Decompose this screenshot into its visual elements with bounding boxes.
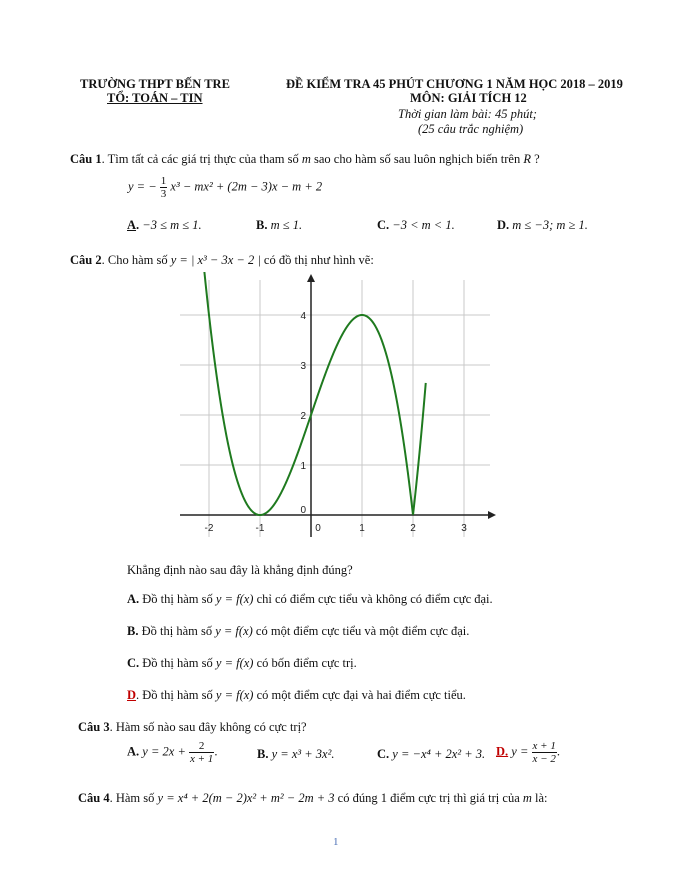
question-label: Câu 3 bbox=[78, 720, 110, 734]
q2-option-a[interactable] bbox=[127, 592, 493, 607]
option-letter: A. bbox=[127, 744, 140, 759]
exam-time: Thời gian làm bài: 45 phút; bbox=[398, 107, 537, 121]
page-number: 1 bbox=[333, 836, 339, 848]
frac-num: 2 bbox=[189, 740, 214, 753]
origin-label: 0 bbox=[300, 505, 306, 516]
x-tick-label: -2 bbox=[204, 523, 214, 534]
y-axis-arrow bbox=[307, 274, 315, 282]
graph-curve bbox=[204, 272, 426, 515]
option-func: y = f(x) bbox=[215, 688, 254, 702]
q1-option-d[interactable] bbox=[497, 218, 588, 233]
option-text: Đồ thị hàm số bbox=[141, 624, 213, 638]
question-text-2: sao cho hàm số sau luôn nghịch biến trên bbox=[314, 152, 521, 166]
set-r: R bbox=[523, 152, 531, 166]
q1-option-c[interactable] bbox=[377, 218, 455, 233]
question-text-3: là: bbox=[535, 791, 548, 805]
option-text: y = x³ + 3x². bbox=[271, 747, 335, 761]
frac-den: x − 2 bbox=[532, 753, 556, 765]
function: y = x⁴ + 2(m − 2)x² + m² − 2m + 3 bbox=[157, 791, 335, 805]
option-text-2: có một điểm cực đại và hai điểm cực tiểu. bbox=[256, 688, 466, 702]
question-3 bbox=[78, 720, 307, 735]
option-func: y = f(x) bbox=[215, 656, 254, 670]
school-name: TRƯỜNG THPT BẾN TRE bbox=[80, 77, 230, 91]
option-text-2: có một điểm cực tiểu và một điểm cực đại. bbox=[255, 624, 470, 638]
eq-left: y = − bbox=[128, 179, 157, 194]
question-text: . Cho hàm số bbox=[101, 253, 168, 267]
eq-right: x³ − mx² + (2m − 3)x − m + 2 bbox=[170, 179, 323, 194]
option-text: . Đồ thị hàm số bbox=[136, 688, 213, 702]
x-tick-label: 1 bbox=[359, 523, 365, 534]
q2-prompt: Khẳng định nào sau đây là khẳng định đúng? bbox=[127, 563, 353, 577]
question-label: Câu 2 bbox=[70, 253, 102, 267]
subject: MÔN: GIẢI TÍCH 12 bbox=[410, 91, 527, 105]
option-text: Đồ thị hàm số bbox=[142, 592, 213, 606]
option-text-2: chỉ có điểm cực tiểu và không có điểm cực đại. bbox=[256, 592, 493, 606]
question-1 bbox=[70, 152, 540, 167]
option-text: m ≤ 1. bbox=[270, 218, 303, 232]
option-letter: C. bbox=[127, 656, 140, 670]
question-count: (25 câu trắc nghiệm) bbox=[418, 122, 524, 136]
y-tick-label: 3 bbox=[300, 361, 306, 372]
option-letter: D. bbox=[497, 218, 510, 232]
option-text: −3 < m < 1. bbox=[392, 218, 455, 232]
x-tick-label: 0 bbox=[315, 523, 321, 534]
x-axis-arrow bbox=[488, 511, 496, 519]
question-text-2: có đồ thị như hình vẽ: bbox=[263, 253, 374, 267]
frac-den: 3 bbox=[160, 188, 167, 200]
fraction bbox=[160, 175, 168, 200]
param-m: m bbox=[301, 152, 311, 166]
question-label: Câu 4 bbox=[78, 791, 110, 805]
option-letter: D bbox=[127, 688, 137, 702]
question-2 bbox=[70, 253, 374, 268]
x-tick-label: 3 bbox=[461, 523, 467, 534]
department: TỔ: TOÁN – TIN bbox=[107, 91, 203, 105]
q2-option-b[interactable] bbox=[127, 624, 469, 639]
q2-option-d[interactable] bbox=[127, 688, 466, 703]
graph-grid bbox=[180, 274, 496, 537]
option-letter: C. bbox=[377, 747, 390, 761]
option-letter: B. bbox=[257, 747, 269, 761]
question-text: . Tìm tất cả các giá trị thực của tham số bbox=[101, 152, 299, 166]
fraction bbox=[532, 740, 557, 765]
fraction bbox=[189, 740, 214, 765]
option-text: −3 ≤ m ≤ 1. bbox=[142, 218, 202, 232]
q1-option-a[interactable]: A. −3 ≤ m ≤ 1. bbox=[127, 218, 202, 232]
question-4 bbox=[78, 791, 548, 806]
option-text-2: có bốn điểm cực trị. bbox=[256, 656, 357, 670]
question-text-2: có đúng 1 điểm cực trị thì giá trị của bbox=[337, 791, 520, 805]
q1-equation bbox=[128, 175, 322, 200]
question-text: . Hàm số bbox=[109, 791, 155, 805]
option-func: y = f(x) bbox=[215, 624, 253, 638]
option-text: y = bbox=[511, 744, 529, 759]
q1-option-b[interactable] bbox=[256, 218, 302, 233]
option-letter: B. bbox=[127, 624, 139, 638]
option-letter: C. bbox=[377, 218, 390, 232]
frac-num: 1 bbox=[160, 175, 167, 187]
y-tick-label: 4 bbox=[300, 311, 306, 322]
param-m: m bbox=[522, 791, 532, 805]
question-mark: ? bbox=[534, 152, 540, 166]
q3-option-d[interactable] bbox=[496, 740, 560, 765]
option-letter: D. bbox=[496, 744, 509, 759]
option-letter: A bbox=[127, 218, 137, 232]
exam-title: ĐỀ KIỂM TRA 45 PHÚT CHƯƠNG 1 NĂM HỌC 2018 – 2019 bbox=[286, 77, 623, 91]
q2-option-c[interactable] bbox=[127, 656, 357, 671]
q3-option-c[interactable] bbox=[377, 747, 485, 762]
question-label: Câu 1 bbox=[70, 152, 102, 166]
option-letter: A. bbox=[127, 592, 140, 606]
option-text-2: . bbox=[214, 744, 218, 759]
question-text: . Hàm số nào sau đây không có cực trị? bbox=[109, 720, 307, 734]
q3-option-b[interactable] bbox=[257, 747, 334, 762]
x-tick-label: 2 bbox=[410, 523, 416, 534]
option-text: y = −x⁴ + 2x² + 3. bbox=[392, 747, 486, 761]
frac-num: x + 1 bbox=[532, 740, 556, 752]
option-func: y = f(x) bbox=[215, 592, 254, 606]
q3-option-a[interactable] bbox=[127, 740, 217, 765]
option-text: m ≤ −3; m ≥ 1. bbox=[512, 218, 588, 232]
y-tick-label: 1 bbox=[300, 461, 306, 472]
x-tick-label: -1 bbox=[255, 523, 265, 534]
option-text-2: . bbox=[556, 744, 560, 759]
option-text: Đồ thị hàm số bbox=[142, 656, 213, 670]
function: y = | x³ − 3x − 2 | bbox=[170, 253, 261, 267]
frac-den: x + 1 bbox=[190, 753, 214, 765]
function-graph bbox=[170, 272, 500, 547]
y-tick-label: 2 bbox=[300, 411, 306, 422]
option-letter: B. bbox=[256, 218, 268, 232]
option-text: y = 2x + bbox=[142, 744, 186, 759]
